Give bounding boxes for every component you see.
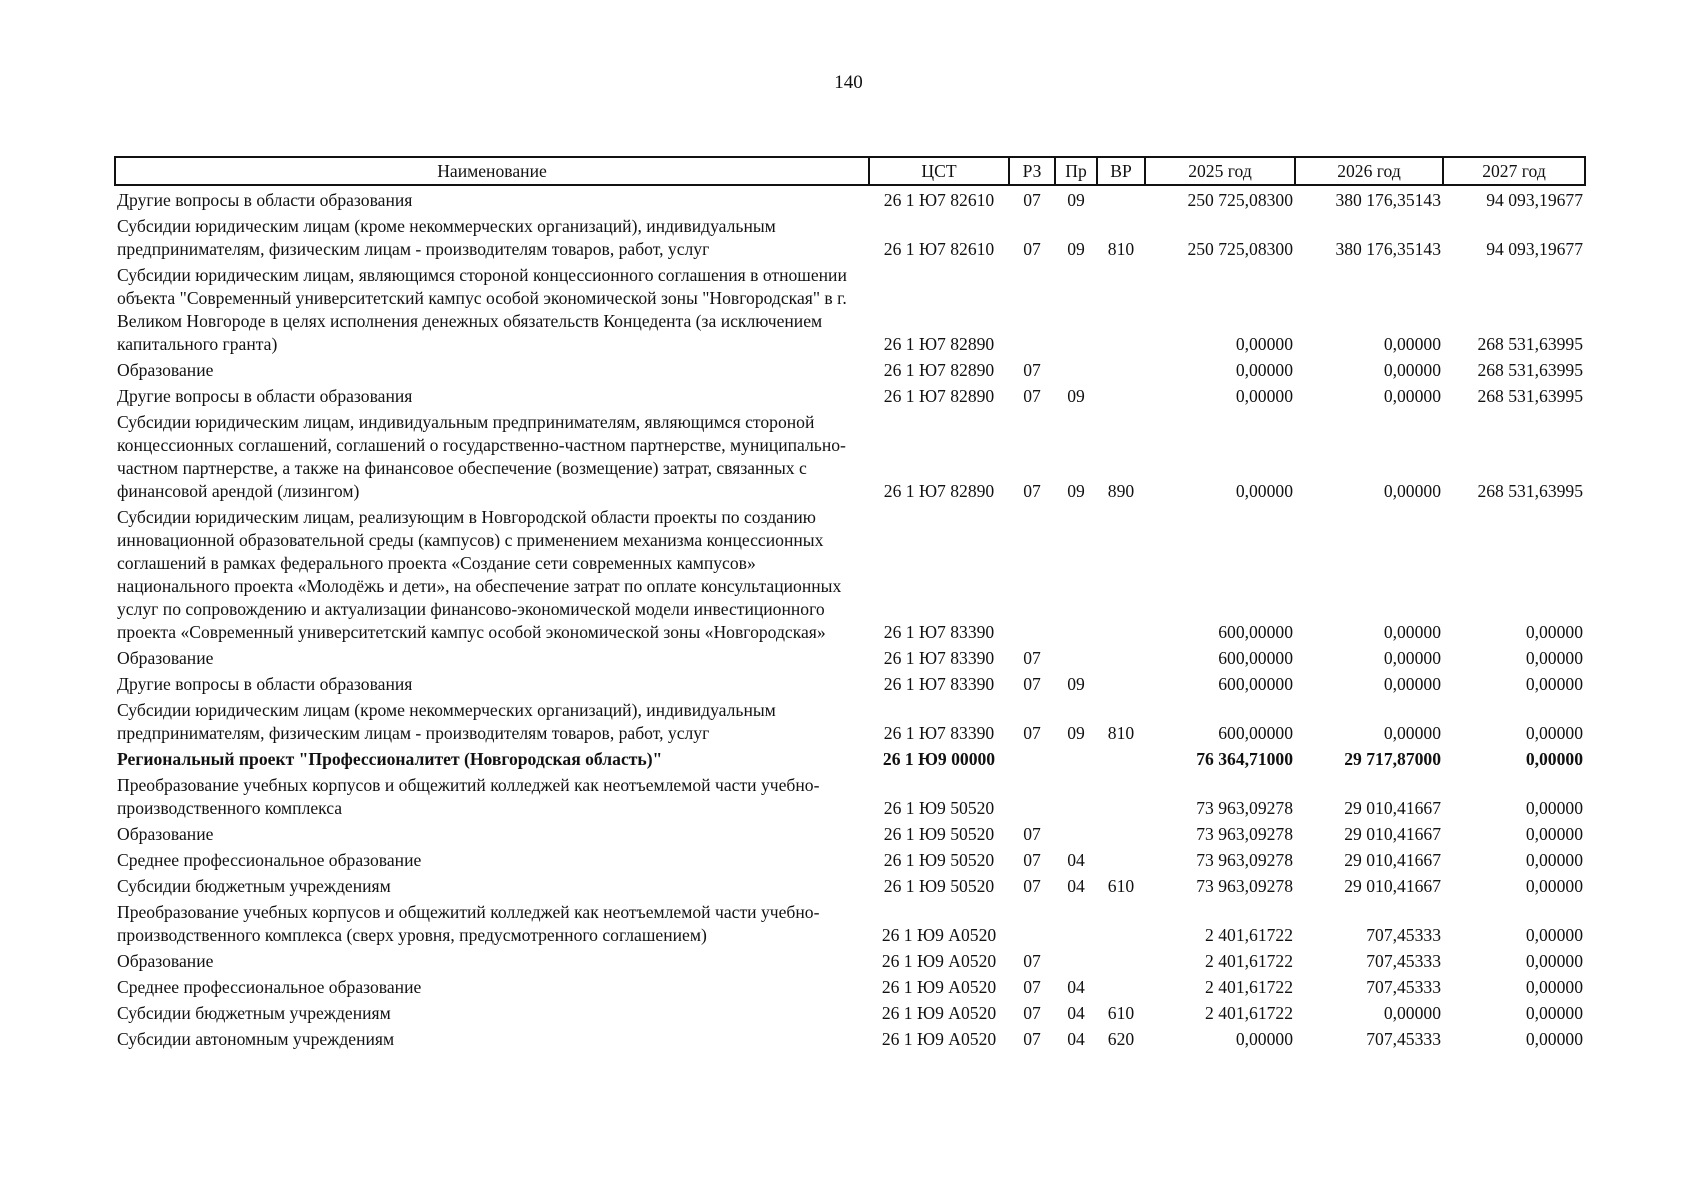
table-row xyxy=(115,670,1585,696)
cell-name: Преобразование учебных корпусов и общежитий колледжей как неотъемлемой части учебно-производственного комплекса (сверх уровня, предусмотренного соглашением) xyxy=(117,902,820,945)
cell-y2027: 268 531,63995 xyxy=(1477,386,1583,406)
header-pr: Пр xyxy=(1055,157,1097,185)
cell-name: Среднее профессиональное образование xyxy=(117,850,422,870)
table-row xyxy=(115,644,1585,670)
cell-name: Субсидии юридическим лицам, реализующим в Новгородской области проекты по созданию инновационной образовательной среды (кампусов) с применением механизма концессионных соглашений в рамках федерального проекта «Создание сети современных кампусов» национального проекта «Молодёжь и дети», на обеспечение затрат по оплате консультационных услуг по сопровождению и актуализации финансово-экономической модели инвестиционного проекта «Современный университетский кампус особой экономической зоны «Новгородская» xyxy=(117,507,842,642)
cell-cst: 26 1 Ю7 82610 xyxy=(883,190,995,210)
cell-y2027: 268 531,63995 xyxy=(1477,481,1583,501)
table-row xyxy=(115,872,1585,898)
cell-name: Образование xyxy=(117,648,214,668)
cell-y2026: 0,00000 xyxy=(1383,481,1441,501)
table-row xyxy=(115,212,1585,261)
cell-cst: 26 1 Ю9 А0520 xyxy=(881,977,997,997)
cell-y2027: 268 531,63995 xyxy=(1477,360,1583,380)
cell-y2026: 0,00000 xyxy=(1383,386,1441,406)
cell-vr xyxy=(1097,644,1145,670)
cell-vr xyxy=(1097,382,1145,408)
cell-rz: 07 xyxy=(1023,1003,1041,1023)
cell-rz: 07 xyxy=(1023,190,1041,210)
table-row xyxy=(115,973,1585,999)
cell-y2027: 0,00000 xyxy=(1525,977,1583,997)
cell-name: Образование xyxy=(117,951,214,971)
cell-cst: 26 1 Ю9 50520 xyxy=(883,824,995,844)
header-rz: РЗ xyxy=(1009,157,1055,185)
table-row xyxy=(115,846,1585,872)
table-row xyxy=(115,356,1585,382)
cell-pr xyxy=(1055,503,1097,644)
cell-y2027: 0,00000 xyxy=(1525,925,1583,945)
cell-y2025: 600,00000 xyxy=(1218,648,1293,668)
cell-y2025: 600,00000 xyxy=(1218,723,1293,743)
cell-rz: 07 xyxy=(1023,723,1041,743)
cell-cst: 26 1 Ю9 50520 xyxy=(883,850,995,870)
cell-cst: 26 1 Ю7 83390 xyxy=(883,622,995,642)
cell-name: Региональный проект "Профессионалитет (Новгородская область)" xyxy=(117,749,663,769)
cell-y2025: 250 725,08300 xyxy=(1187,190,1293,210)
table-row xyxy=(115,408,1585,503)
cell-vr: 810 xyxy=(1107,239,1135,259)
cell-cst: 26 1 Ю7 82890 xyxy=(883,386,995,406)
cell-rz xyxy=(1009,261,1055,356)
table-header-row xyxy=(115,157,1585,185)
table-row xyxy=(115,261,1585,356)
cell-cst: 26 1 Ю9 00000 xyxy=(882,749,996,769)
table-row xyxy=(115,771,1585,820)
table-row xyxy=(115,185,1585,212)
cell-y2026: 707,45333 xyxy=(1366,951,1441,971)
cell-y2027: 94 093,19677 xyxy=(1486,190,1583,210)
cell-rz: 07 xyxy=(1023,1029,1041,1049)
cell-rz: 07 xyxy=(1023,951,1041,971)
cell-y2026: 29 010,41667 xyxy=(1344,850,1441,870)
cell-name: Другие вопросы в области образования xyxy=(117,674,413,694)
cell-y2027: 0,00000 xyxy=(1525,674,1583,694)
cell-pr xyxy=(1055,356,1097,382)
cell-cst: 26 1 Ю9 А0520 xyxy=(881,925,997,945)
cell-pr xyxy=(1055,771,1097,820)
cell-vr xyxy=(1097,820,1145,846)
cell-y2027: 0,00000 xyxy=(1525,749,1583,769)
cell-rz: 07 xyxy=(1023,239,1041,259)
cell-rz xyxy=(1009,771,1055,820)
cell-vr: 810 xyxy=(1107,723,1135,743)
cell-y2026: 0,00000 xyxy=(1383,622,1441,642)
cell-y2026: 380 176,35143 xyxy=(1335,190,1441,210)
cell-pr: 09 xyxy=(1067,674,1085,694)
cell-y2025: 2 401,61722 xyxy=(1205,1003,1293,1023)
header-2025: 2025 год xyxy=(1145,157,1295,185)
table-body xyxy=(115,185,1585,1051)
cell-vr xyxy=(1097,185,1145,212)
cell-vr xyxy=(1097,898,1145,947)
header-2027: 2027 год xyxy=(1443,157,1585,185)
cell-cst: 26 1 Ю7 83390 xyxy=(883,674,995,694)
cell-rz: 07 xyxy=(1023,386,1041,406)
table-row xyxy=(115,745,1585,771)
cell-y2025: 73 963,09278 xyxy=(1196,824,1293,844)
cell-pr xyxy=(1055,820,1097,846)
cell-y2027: 94 093,19677 xyxy=(1486,239,1583,259)
cell-y2026: 29 010,41667 xyxy=(1344,798,1441,818)
cell-y2027: 0,00000 xyxy=(1525,798,1583,818)
cell-y2027: 268 531,63995 xyxy=(1477,334,1583,354)
cell-cst: 26 1 Ю7 83390 xyxy=(883,648,995,668)
cell-cst: 26 1 Ю7 82610 xyxy=(883,239,995,259)
cell-pr xyxy=(1055,644,1097,670)
cell-y2025: 73 963,09278 xyxy=(1196,850,1293,870)
cell-rz: 07 xyxy=(1023,481,1041,501)
cell-y2026: 707,45333 xyxy=(1366,925,1441,945)
header-vr: ВР xyxy=(1097,157,1145,185)
cell-name: Субсидии юридическим лицам, являющимся стороной концессионного соглашения в отношении объекта "Современный университетский кампус особой экономической зоны "Новгородская" в г. Великом Новгороде в целях исполнения денежных обязательств Концедента (за исключением капитального гранта) xyxy=(117,265,847,354)
cell-y2027: 0,00000 xyxy=(1525,1003,1583,1023)
cell-vr: 610 xyxy=(1107,1003,1135,1023)
cell-rz xyxy=(1009,503,1055,644)
cell-y2026: 380 176,35143 xyxy=(1335,239,1441,259)
cell-pr: 09 xyxy=(1067,723,1085,743)
header-2026: 2026 год xyxy=(1295,157,1443,185)
cell-cst: 26 1 Ю9 А0520 xyxy=(881,1029,997,1049)
cell-pr: 04 xyxy=(1067,977,1085,997)
cell-pr: 09 xyxy=(1067,190,1085,210)
cell-pr xyxy=(1055,898,1097,947)
cell-name: Субсидии бюджетным учреждениям xyxy=(117,876,391,896)
cell-cst: 26 1 Ю9 А0520 xyxy=(881,1003,997,1023)
table-row xyxy=(115,1025,1585,1051)
budget-table xyxy=(114,156,1586,1051)
cell-vr xyxy=(1097,261,1145,356)
cell-pr: 09 xyxy=(1067,386,1085,406)
cell-y2025: 73 963,09278 xyxy=(1196,876,1293,896)
cell-y2025: 2 401,61722 xyxy=(1205,977,1293,997)
header-name: Наименование xyxy=(115,157,869,185)
cell-y2025: 73 963,09278 xyxy=(1196,798,1293,818)
cell-y2026: 0,00000 xyxy=(1383,1003,1441,1023)
cell-y2026: 0,00000 xyxy=(1383,334,1441,354)
cell-vr xyxy=(1097,771,1145,820)
cell-cst: 26 1 Ю7 82890 xyxy=(883,481,995,501)
cell-y2025: 0,00000 xyxy=(1235,1029,1293,1049)
cell-pr: 09 xyxy=(1067,481,1085,501)
cell-rz: 07 xyxy=(1023,674,1041,694)
cell-pr: 04 xyxy=(1067,850,1085,870)
cell-vr: 890 xyxy=(1107,481,1135,501)
cell-pr: 09 xyxy=(1067,239,1085,259)
cell-pr: 04 xyxy=(1067,1003,1085,1023)
cell-vr: 610 xyxy=(1107,876,1135,896)
cell-vr xyxy=(1097,356,1145,382)
cell-rz: 07 xyxy=(1023,360,1041,380)
table-row xyxy=(115,999,1585,1025)
cell-y2026: 0,00000 xyxy=(1383,674,1441,694)
cell-pr xyxy=(1055,745,1097,771)
table-row xyxy=(115,898,1585,947)
cell-y2027: 0,00000 xyxy=(1525,723,1583,743)
cell-y2026: 707,45333 xyxy=(1366,1029,1441,1049)
cell-y2025: 0,00000 xyxy=(1235,360,1293,380)
cell-name: Образование xyxy=(117,824,214,844)
cell-y2025: 0,00000 xyxy=(1235,334,1293,354)
cell-rz: 07 xyxy=(1023,876,1041,896)
cell-y2027: 0,00000 xyxy=(1525,850,1583,870)
cell-cst: 26 1 Ю7 83390 xyxy=(883,723,995,743)
cell-cst: 26 1 Ю9 50520 xyxy=(883,798,995,818)
cell-cst: 26 1 Ю9 50520 xyxy=(883,876,995,896)
cell-y2027: 0,00000 xyxy=(1525,622,1583,642)
cell-y2026: 0,00000 xyxy=(1383,360,1441,380)
cell-y2025: 600,00000 xyxy=(1218,674,1293,694)
cell-cst: 26 1 Ю7 82890 xyxy=(883,360,995,380)
cell-pr: 04 xyxy=(1067,1029,1085,1049)
cell-y2026: 0,00000 xyxy=(1383,723,1441,743)
cell-y2025: 76 364,71000 xyxy=(1196,749,1293,769)
table-row xyxy=(115,696,1585,745)
cell-y2027: 0,00000 xyxy=(1525,1029,1583,1049)
cell-name: Образование xyxy=(117,360,214,380)
table-row xyxy=(115,820,1585,846)
page-number: 140 xyxy=(834,72,863,93)
cell-y2026: 29 717,87000 xyxy=(1344,749,1441,769)
cell-name: Среднее профессиональное образование xyxy=(117,977,422,997)
cell-y2027: 0,00000 xyxy=(1525,951,1583,971)
cell-y2027: 0,00000 xyxy=(1525,824,1583,844)
cell-rz: 07 xyxy=(1023,648,1041,668)
cell-y2027: 0,00000 xyxy=(1525,876,1583,896)
cell-y2025: 2 401,61722 xyxy=(1205,925,1293,945)
cell-name: Субсидии юридическим лицам, индивидуальным предпринимателям, являющимся стороной концессионных соглашений, соглашений о государственно-частном партнерстве, муниципально-частном партнерстве, а также на финансовое обеспечение (возмещение) затрат, связанных с финансовой арендой (лизингом) xyxy=(117,412,846,501)
table-row xyxy=(115,382,1585,408)
cell-name: Преобразование учебных корпусов и общежитий колледжей как неотъемлемой части учебно-производственного комплекса xyxy=(117,775,820,818)
cell-y2026: 0,00000 xyxy=(1383,648,1441,668)
table-row xyxy=(115,503,1585,644)
cell-vr xyxy=(1097,503,1145,644)
cell-rz xyxy=(1009,745,1055,771)
cell-name: Субсидии бюджетным учреждениям xyxy=(117,1003,391,1023)
table-row xyxy=(115,947,1585,973)
cell-rz: 07 xyxy=(1023,824,1041,844)
cell-cst: 26 1 Ю7 82890 xyxy=(883,334,995,354)
cell-vr xyxy=(1097,947,1145,973)
cell-y2025: 0,00000 xyxy=(1235,386,1293,406)
cell-name: Субсидии автономным учреждениям xyxy=(117,1029,395,1049)
cell-rz: 07 xyxy=(1023,850,1041,870)
cell-vr: 620 xyxy=(1107,1029,1135,1049)
cell-cst: 26 1 Ю9 А0520 xyxy=(881,951,997,971)
cell-y2025: 2 401,61722 xyxy=(1205,951,1293,971)
cell-name: Субсидии юридическим лицам (кроме некоммерческих организаций), индивидуальным предпринимателям, физическим лицам - производителям товаров, работ, услуг xyxy=(117,700,776,743)
cell-y2025: 250 725,08300 xyxy=(1187,239,1293,259)
cell-rz xyxy=(1009,898,1055,947)
cell-vr xyxy=(1097,846,1145,872)
cell-name: Другие вопросы в области образования xyxy=(117,190,413,210)
cell-vr xyxy=(1097,745,1145,771)
cell-y2026: 29 010,41667 xyxy=(1344,824,1441,844)
cell-name: Субсидии юридическим лицам (кроме некоммерческих организаций), индивидуальным предпринимателям, физическим лицам - производителям товаров, работ, услуг xyxy=(117,216,776,259)
cell-vr xyxy=(1097,973,1145,999)
cell-rz: 07 xyxy=(1023,977,1041,997)
cell-pr xyxy=(1055,947,1097,973)
header-cst: ЦСТ xyxy=(869,157,1009,185)
cell-y2026: 707,45333 xyxy=(1366,977,1441,997)
cell-vr xyxy=(1097,670,1145,696)
cell-y2025: 0,00000 xyxy=(1235,481,1293,501)
cell-pr xyxy=(1055,261,1097,356)
cell-pr: 04 xyxy=(1067,876,1085,896)
cell-y2027: 0,00000 xyxy=(1525,648,1583,668)
cell-name: Другие вопросы в области образования xyxy=(117,386,413,406)
cell-y2025: 600,00000 xyxy=(1218,622,1293,642)
cell-y2026: 29 010,41667 xyxy=(1344,876,1441,896)
